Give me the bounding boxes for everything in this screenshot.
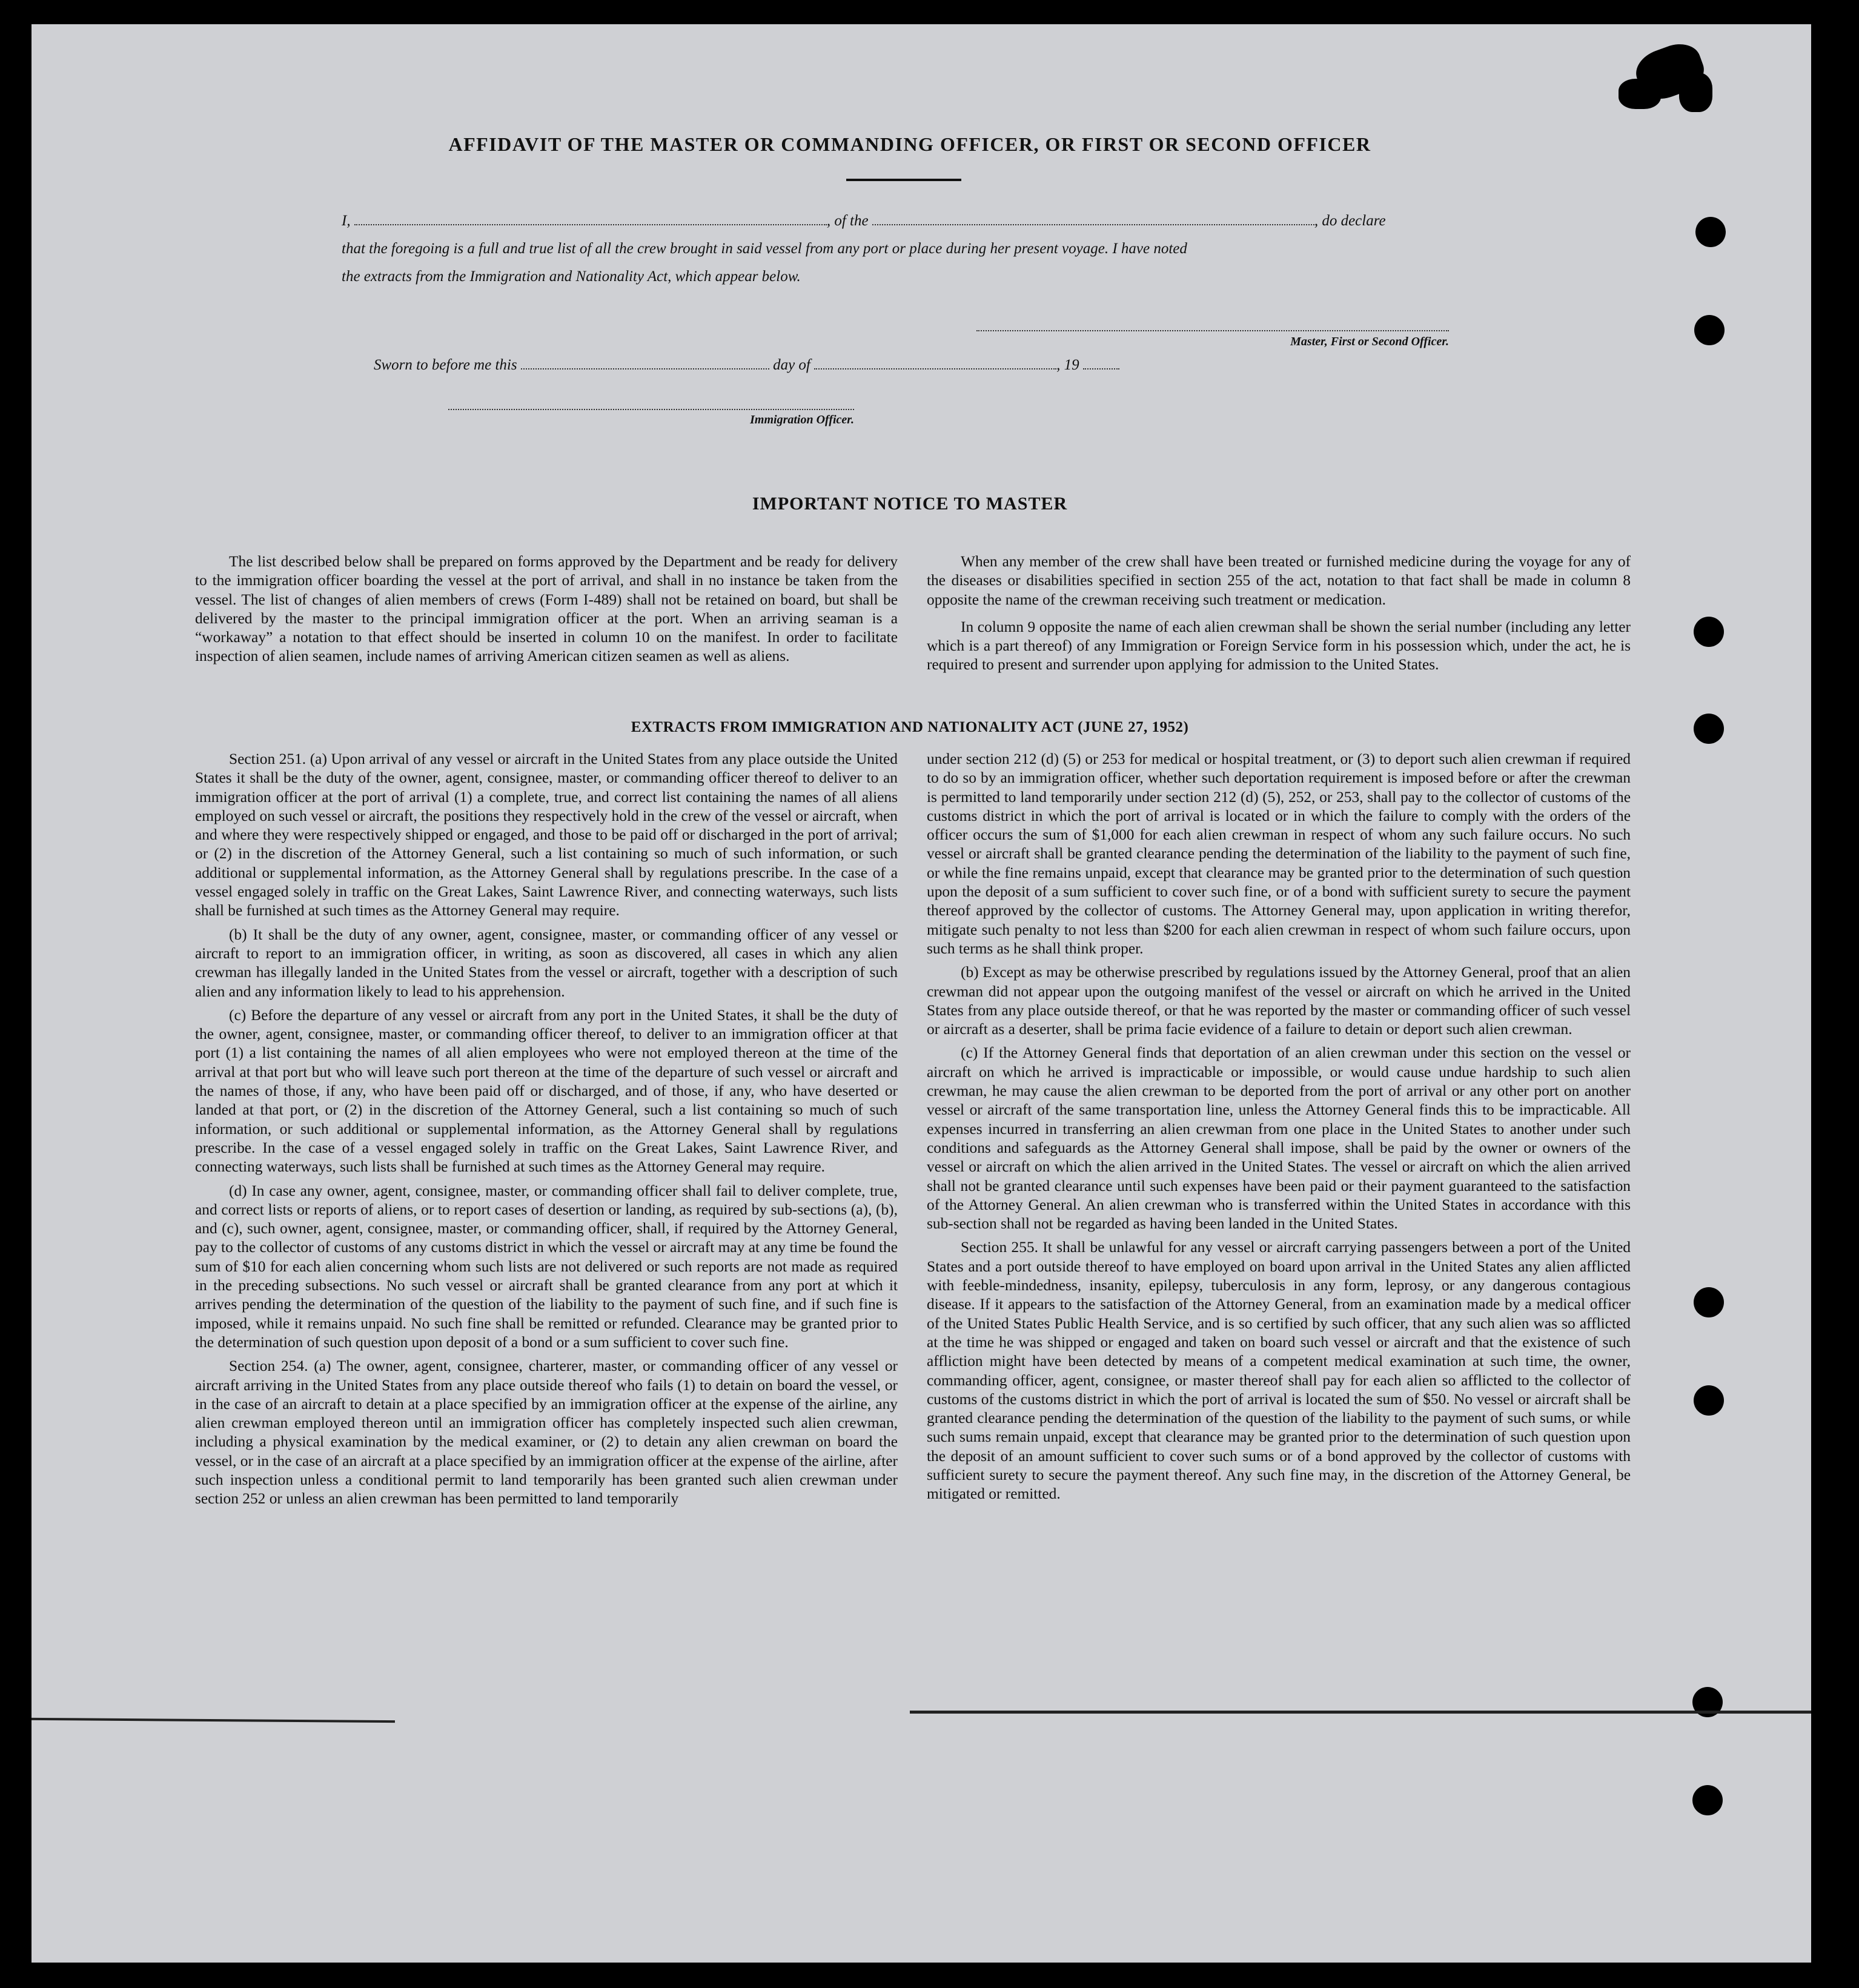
ink-blot xyxy=(1619,79,1661,109)
notice-left-paragraph: The list described below shall be prepared on forms approved by the Department and be ready for delivery to the immigration officer boarding the vessel at the port of arrival, and shall in no instance be taken from the vessel. The list of changes of alien members of crews (Form I-489) shall not be retained on board, but shall be delivered by the master to the principal immigration officer at the port. When an arriving seaman is a “workaway” a notation to that effect should be inserted in column 10 on the manifest. In order to facilitate inspection of alien seamen, include names of arriving American citizen seamen as well as aliens. xyxy=(195,553,898,665)
ink-blot xyxy=(1679,73,1712,112)
master-signature-line[interactable] xyxy=(976,330,1449,331)
fold-streak xyxy=(31,1718,395,1723)
section-251-b: (b) It shall be the duty of any owner, agent, consignee, master, or commanding officer of any vessel or aircraft to report to an immigration officer, in writing, as soon as discovered, all cases in which any alien crewman has illegally landed in the United States from the vessel or aircraft, together with a description of such alien and any information likely to lead to his apprehension. xyxy=(195,926,898,1000)
section-255: Section 255. It shall be unlawful for any vessel or aircraft carrying passengers between a port of the United States and a port outside thereof to have employed on board upon arrival in the United States any alien afflicted with feeble-mindedness, insanity, epilepsy, tuberculosis in any form, leprosy, or any dangerous contagious disease. If it appears to the satisfaction of the Attorney General, from an examination made by a medical officer of the United States Public Health Service, and is so certified by such officer, that any such alien was so afflicted at the time he was shipped or engaged and taken on board such vessel or aircraft and that the existence of such affliction might have been detected by means of a competent medical examination at such time, the owner, commanding officer, agent, consignee, or master thereof shall pay for each alien so afflicted to the collector of customs of the customs district in which the port of arrival is located the sum of $50. No vessel or aircraft shall be granted clearance pending the determination of the question of the liability to the payment of such sums, or while such sums remain unpaid, except that clearance may be granted prior to the determination of such question upon the deposit of an amount sufficient to cover such sums or of a bond approved by the collector of customs with sufficient surety to secure the payment thereof. Any such fine may, in the discretion of the Attorney General, be mitigated or remitted. xyxy=(927,1239,1631,1503)
punch-hole xyxy=(1694,617,1724,647)
section-251-d: (d) In case any owner, agent, consignee, master, or commanding officer shall fail to deliver complete, true, and correct lists or reports of aliens, or to report cases of desertion or landing, as required by sub-sections (a), (b), and (c), such owner, agent, consignee, master, or commanding officer, shall, if required by the Attorney General, pay to the collector of customs of any customs district in which the vessel or aircraft may at any time be found the sum of $10 for each alien concerning whom such lists are not delivered or such reports are not made as required in the preceding subsections. No such vessel or aircraft shall be granted clearance from any port at which it arrives pending the determination of the question of the liability to the payment of such fine, and if such fine is imposed, while it remains unpaid. No such fine shall be remitted or refunded. Clearance may be granted prior to the determination of such question upon deposit of a bond or a sum sufficient to cover such fine. xyxy=(195,1182,898,1351)
extracts-right-column xyxy=(927,750,1631,1504)
sworn-day-of: day of xyxy=(773,357,810,373)
notice-right-paragraph-2: In column 9 opposite the name of each alien crewman shall be shown the serial number (including any letter which is a part thereof) of any Immigration or Foreign Service form in his possession which, under the act, he is required to present and surrender upon applying for admission to the United States. xyxy=(927,618,1631,674)
section-254-b: (b) Except as may be otherwise prescribed by regulations issued by the Attorney General, proof that an alien crewman did not appear upon the outgoing manifest of the vessel or aircraft on which he arrived in the United States from any place outside thereof, or that he was reported by the master or commanding officer of such vessel or aircraft as a deserter, shall be prima facie evidence of a failure to detain or deport such alien crewman. xyxy=(927,964,1631,1038)
document-page xyxy=(31,24,1811,1963)
sworn-year: , 19 xyxy=(1056,357,1079,373)
declaration-of-the: , of the xyxy=(826,213,869,229)
section-254-a: Section 254. (a) The owner, agent, consignee, charterer, master, or commanding officer of any vessel or aircraft arriving in the United States from any place outside thereof who fails (1) to detain on board the vessel, or in the case of an aircraft to detain at a place specified by an immigration officer at the expense of the airline, any alien crewman employed thereon until an immigration officer has completely inspected such alien crewman, including a physical examination by the medical examiner, or (2) to detain any alien crewman on board the vessel, or in the case of an aircraft at a place specified by an immigration officer at the expense of the airline, after such inspection unless a conditional permit to land temporarily has been granted such alien crewman under section 252 or unless an alien crewman has been permitted to land temporarily xyxy=(195,1357,898,1508)
punch-hole xyxy=(1695,217,1726,247)
punch-hole xyxy=(1694,714,1724,744)
punch-hole xyxy=(1694,1287,1724,1317)
master-signature-label: Master, First or Second Officer. xyxy=(1290,335,1449,348)
affidavit-title: AFFIDAVIT OF THE MASTER OR COMMANDING OFFICER, OR FIRST OR SECOND OFFICER xyxy=(448,133,1371,155)
declaration-line-3: the extracts from the Immigration and Nationality Act, which appear below. xyxy=(342,268,801,285)
punch-hole xyxy=(1694,1385,1724,1416)
title-rule xyxy=(846,179,961,181)
section-251-c: (c) Before the departure of any vessel or aircraft from any port in the United States, it shall be the duty of the owner, agent, consignee, master, or commanding officer thereof, to deliver to an immigration officer at that port (1) a list containing the names of all alien employees who were not employed thereon at the time of the arrival at that port but who will leave such port thereon at the time of the departure of such vessel or aircraft and the names of those, if any, who have been paid off or discharged, and of those, if any, who have deserted or landed at that port, or (2) in the discretion of the Attorney General, such a list containing so much of such information, or such additional or supplemental information, as the Attorney General shall by regulations prescribe. In the case of a vessel engaged solely in traffic on the Great Lakes, Saint Lawrence River, and connecting waterways, such lists shall be furnished at such times as the Attorney General may require. xyxy=(195,1006,898,1176)
extracts-title: EXTRACTS FROM IMMIGRATION AND NATIONALITY ACT (JUNE 27, 1952) xyxy=(631,719,1189,735)
sworn-text: Sworn to before me this xyxy=(374,357,517,373)
declaration-i: I, xyxy=(342,213,351,229)
section-254-a-cont: under section 212 (d) (5) or 253 for medical or hospital treatment, or (3) to deport such alien crewman if required to do so by an immigration officer, whether such deportation requirement is imposed before or after the crewman is permitted to land temporarily under section 212 (d) (5), 252, or 253, shall pay to the collector of customs of the customs district in which the port of arrival is located or in which the failure to comply with the orders of the officer occurs the sum of $1,000 for each alien crewman in respect of whom any such failure occurs. No such vessel or aircraft shall be granted clearance pending the determination of the liability to the payment of such fine, or while the fine remains unpaid, except that clearance may be granted prior to the determination of such question upon the deposit of a sum sufficient to cover such fine, or of a bond with sufficient surety to secure the payment thereof approved by the collector of customs. The Attorney General may, upon application in writing therefor, mitigate such penalty to not less than $200 for each alien crewman in respect of whom such failure occurs, upon such terms as he shall think proper. xyxy=(927,750,1631,957)
fold-streak xyxy=(910,1711,1811,1714)
punch-hole xyxy=(1694,315,1725,345)
day-blank[interactable] xyxy=(521,356,769,369)
section-251-a: Section 251. (a) Upon arrival of any vessel or aircraft in the United States from any place outside the United States it shall be the duty of the owner, agent, consignee, master, or commanding officer thereof to deliver to an immigration officer at the port of arrival (1) a complete, true, and correct list containing the names of all aliens employed on such vessel or aircraft, the positions they respectively hold in the crew of the vessel or aircraft, when and where they were respectively shipped or engaged, and those to be paid off or discharged in the port of arrival; or (2) in the discretion of the Attorney General, such a list containing so much of such information, or such additional or supplemental information, as the Attorney General shall by regulations prescribe. In the case of a vessel engaged solely in traffic on the Great Lakes, Saint Lawrence River, and connecting waterways, such lists shall be furnished at such times as the Attorney General may require. xyxy=(195,750,898,919)
declaration-line-2: that the foregoing is a full and true list of all the crew brought in said vessel from any port or place during her present voyage. I have noted xyxy=(342,240,1187,257)
notice-title: IMPORTANT NOTICE TO MASTER xyxy=(752,494,1068,514)
immigration-signature-label: Immigration Officer. xyxy=(750,413,854,426)
immigration-signature-line[interactable] xyxy=(448,409,854,410)
month-blank[interactable] xyxy=(814,356,1056,369)
sworn-line xyxy=(374,351,1222,379)
declaration-line-1 xyxy=(342,207,1480,235)
notice-right-paragraph-1: When any member of the crew shall have been treated or furnished medicine during the voyage for any of the diseases or disabilities specified in section 255 of the act, notation to that fact shall be made in column 8 opposite the name of the crewman receiving such treatment or medication. xyxy=(927,553,1631,608)
punch-hole xyxy=(1692,1785,1723,1815)
name-blank[interactable] xyxy=(354,212,827,225)
vessel-blank[interactable] xyxy=(872,212,1314,225)
section-254-c: (c) If the Attorney General finds that deportation of an alien crewman under this section on the vessel or aircraft on which he arrived is impracticable or impossible, or would cause undue hardship to such alien crewman, he may cause the alien crewman to be deported from the port of arrival or any other port on another vessel or aircraft of the same transportation line, unless the Attorney General finds this to be impracticable. All expenses incurred in transferring an alien crewman from one place in the United States to another under such conditions and safeguards as the Attorney General shall impose, shall be paid by the owner or owners of the vessel or aircraft on which the alien arrived in the United States. The vessel or aircraft on which the alien arrived shall not be granted clearance until such expenses have been paid or their payment guaranteed to the satisfaction of the Attorney General. An alien crewman who is transferred within the United States in accordance with this sub-section shall not be regarded as having been landed in the United States. xyxy=(927,1044,1631,1233)
extracts-left-column xyxy=(195,750,898,1509)
declaration-do-declare: , do declare xyxy=(1314,213,1386,229)
notice-right-column xyxy=(927,552,1631,675)
notice-left-column xyxy=(195,552,898,666)
year-blank[interactable] xyxy=(1083,356,1119,369)
